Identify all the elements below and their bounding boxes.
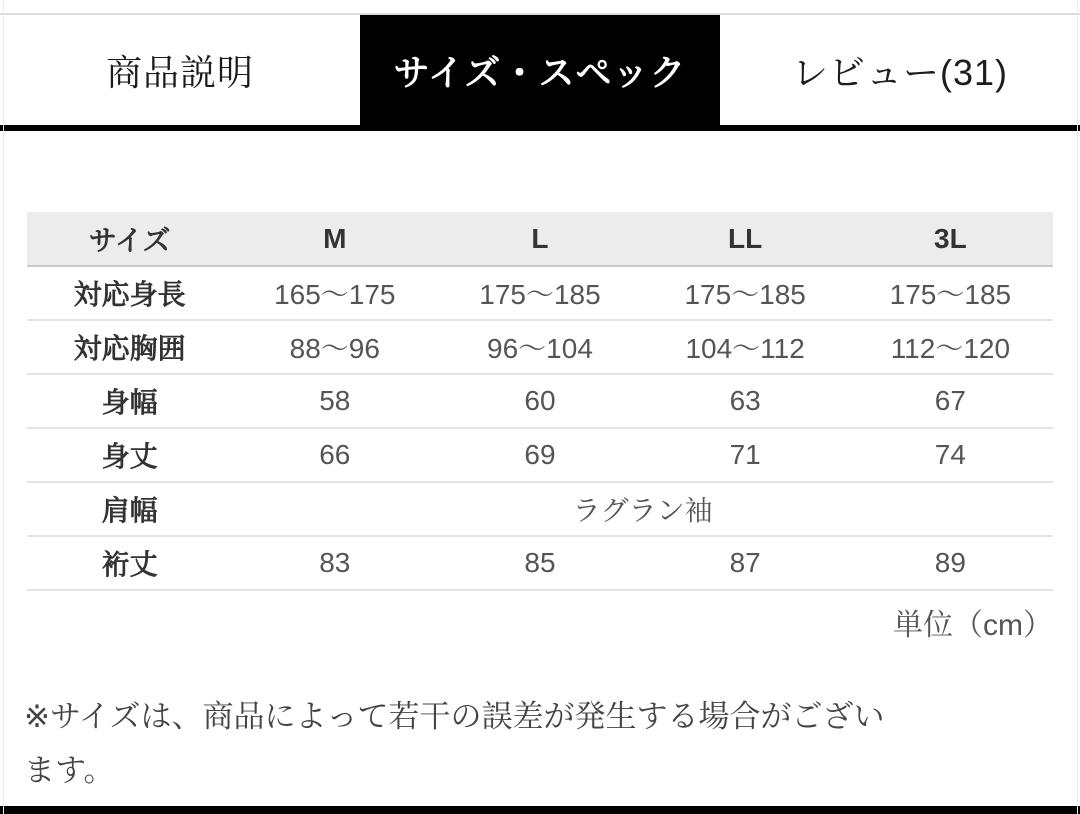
header-cell-size: サイズ [27, 212, 232, 266]
note-line-2: ます。 [24, 753, 115, 788]
table-row-shoulder-width [27, 482, 1053, 536]
row-label: 対応胸囲 [73, 333, 186, 364]
table-cell: 83 [319, 547, 351, 578]
bottom-black-bar [0, 806, 1080, 814]
table-row-chest [27, 320, 1053, 374]
product-tab-bar [0, 13, 1080, 125]
top-spacer [0, 0, 1080, 13]
table-cell: 66 [319, 439, 351, 470]
table-cell: 175〜185 [479, 279, 601, 310]
tab-reviews[interactable]: レビュー(31) [720, 15, 1080, 125]
table-cell-raglan: ラグラン袖 [572, 495, 713, 526]
header-cell-ll: LL [643, 212, 848, 266]
table-cell: 67 [934, 385, 966, 416]
size-spec-table [27, 212, 1053, 591]
tab-size-spec[interactable]: サイズ・スペック [360, 15, 720, 125]
table-row-height [27, 266, 1053, 320]
table-row-sleeve-length [27, 536, 1053, 590]
row-label: 身幅 [101, 387, 158, 418]
tab-bar-bottom-rule [0, 125, 1080, 131]
header-cell-m: M [232, 212, 437, 266]
unit-label: 単位（cm） [893, 609, 1053, 642]
table-cell: 165〜175 [274, 279, 396, 310]
tab-product-description[interactable]: 商品説明 [0, 15, 360, 125]
row-label: 肩幅 [101, 495, 158, 526]
table-cell: 60 [524, 385, 556, 416]
row-label: 身丈 [101, 441, 158, 472]
table-cell: 175〜185 [889, 279, 1012, 310]
header-cell-l: L [437, 212, 642, 266]
table-cell: 85 [524, 547, 556, 578]
table-cell: 63 [729, 385, 761, 416]
table-cell: 104〜112 [685, 333, 805, 364]
header-cell-3l: 3L [848, 212, 1053, 266]
table-cell: 69 [524, 439, 556, 470]
row-label: 裄丈 [101, 549, 158, 580]
table-cell: 58 [319, 385, 351, 416]
size-spec-panel [0, 212, 1080, 798]
table-row-body-width [27, 374, 1053, 428]
table-cell: 112〜120 [890, 333, 1011, 364]
table-cell: 74 [934, 439, 966, 470]
table-cell: 89 [934, 547, 966, 578]
note-line-1: ※サイズは、商品によって若干の誤差が発生する場合がござい [24, 699, 885, 734]
table-cell: 96〜104 [487, 333, 593, 364]
table-header-row [27, 212, 1053, 266]
page-border-left [3, 0, 4, 814]
row-label: 対応身長 [73, 279, 186, 310]
table-row-body-length [27, 428, 1053, 482]
table-cell: 175〜185 [684, 279, 806, 310]
size-disclaimer-note [24, 690, 1053, 798]
table-cell: 88〜96 [289, 333, 380, 364]
page-border-right [1077, 0, 1078, 814]
table-cell: 71 [729, 439, 761, 470]
table-cell: 87 [729, 547, 761, 578]
